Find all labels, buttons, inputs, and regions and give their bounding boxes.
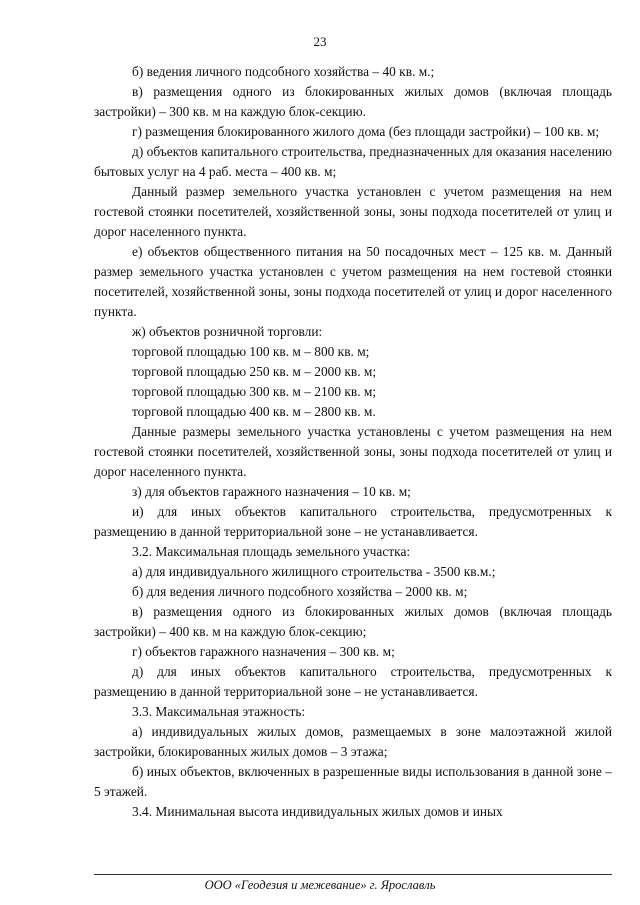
paragraph: торговой площадью 300 кв. м – 2100 кв. м; — [132, 384, 377, 399]
footer-divider — [94, 874, 612, 875]
paragraph: з) для объектов гаражного назначения – 10 кв. м; — [132, 484, 411, 499]
paragraph: 3.2. Максимальная площадь земельного участка: — [132, 544, 411, 559]
paragraph: а) для индивидуального жилищного строительства - 3500 кв.м.; — [132, 564, 496, 579]
document-body — [94, 62, 612, 822]
page-number: 23 — [313, 34, 327, 49]
paragraph: Данный размер земельного участка установлен с учетом размещения на нем гостевой стоянки посетителей, хозяйственной зоны, зоны подхода посетителей от улиц и дорог населенного пункта. — [94, 184, 612, 239]
paragraph: ж) объектов розничной торговли: — [132, 324, 323, 339]
paragraph: в) размещения одного из блокированных жилых домов (включая площадь застройки) – 400 кв. м на каждую блок-секцию; — [94, 604, 612, 639]
paragraph: г) размещения блокированного жилого дома (без площади застройки) – 100 кв. м; — [132, 124, 600, 139]
paragraph: б) ведения личного подсобного хозяйства – 40 кв. м.; — [132, 64, 435, 79]
paragraph: торговой площадью 100 кв. м – 800 кв. м; — [132, 344, 370, 359]
paragraph: торговой площадью 400 кв. м – 2800 кв. м. — [132, 404, 376, 419]
paragraph: торговой площадью 250 кв. м – 2000 кв. м; — [132, 364, 377, 379]
paragraph: Данные размеры земельного участка установлены с учетом размещения на нем гостевой стоянки посетителей, хозяйственной зоны, зоны подхода посетителей от улиц и дорог населенного пункта. — [94, 424, 612, 479]
paragraph: д) объектов капитального строительства, предназначенных для оказания населению бытовых услуг на 4 раб. места – 400 кв. м; — [94, 144, 612, 179]
paragraph: б) иных объектов, включенных в разрешенные виды использования в данной зоне – 5 этажей. — [94, 764, 612, 799]
paragraph: е) объектов общественного питания на 50 посадочных мест – 125 кв. м. Данный размер земельного участка установлен с учетом размещения на нем гостевой стоянки посетителей, хозяйственной зоны, зоны подхода посетителей от улиц и дорог населенного пункта. — [94, 244, 612, 319]
paragraph: и) для иных объектов капитального строительства, предусмотренных к размещению в данной территориальной зоне – не устанавливается. — [94, 504, 612, 539]
paragraph: д) для иных объектов капитального строительства, предусмотренных к размещению в данной территориальной зоне – не устанавливается. — [94, 664, 612, 699]
page-footer: ООО «Геодезия и межевание» г. Ярославль — [204, 878, 436, 892]
paragraph: 3.4. Минимальная высота индивидуальных жилых домов и иных — [132, 804, 503, 819]
paragraph: 3.3. Максимальная этажность: — [132, 704, 306, 719]
paragraph: в) размещения одного из блокированных жилых домов (включая площадь застройки) – 300 кв. м на каждую блок-секцию. — [94, 84, 612, 119]
paragraph: б) для ведения личного подсобного хозяйства – 2000 кв. м; — [132, 584, 468, 599]
paragraph: г) объектов гаражного назначения – 300 кв. м; — [132, 644, 395, 659]
paragraph: а) индивидуальных жилых домов, размещаемых в зоне малоэтажной жилой застройки, блокированных жилых домов – 3 этажа; — [94, 724, 612, 759]
